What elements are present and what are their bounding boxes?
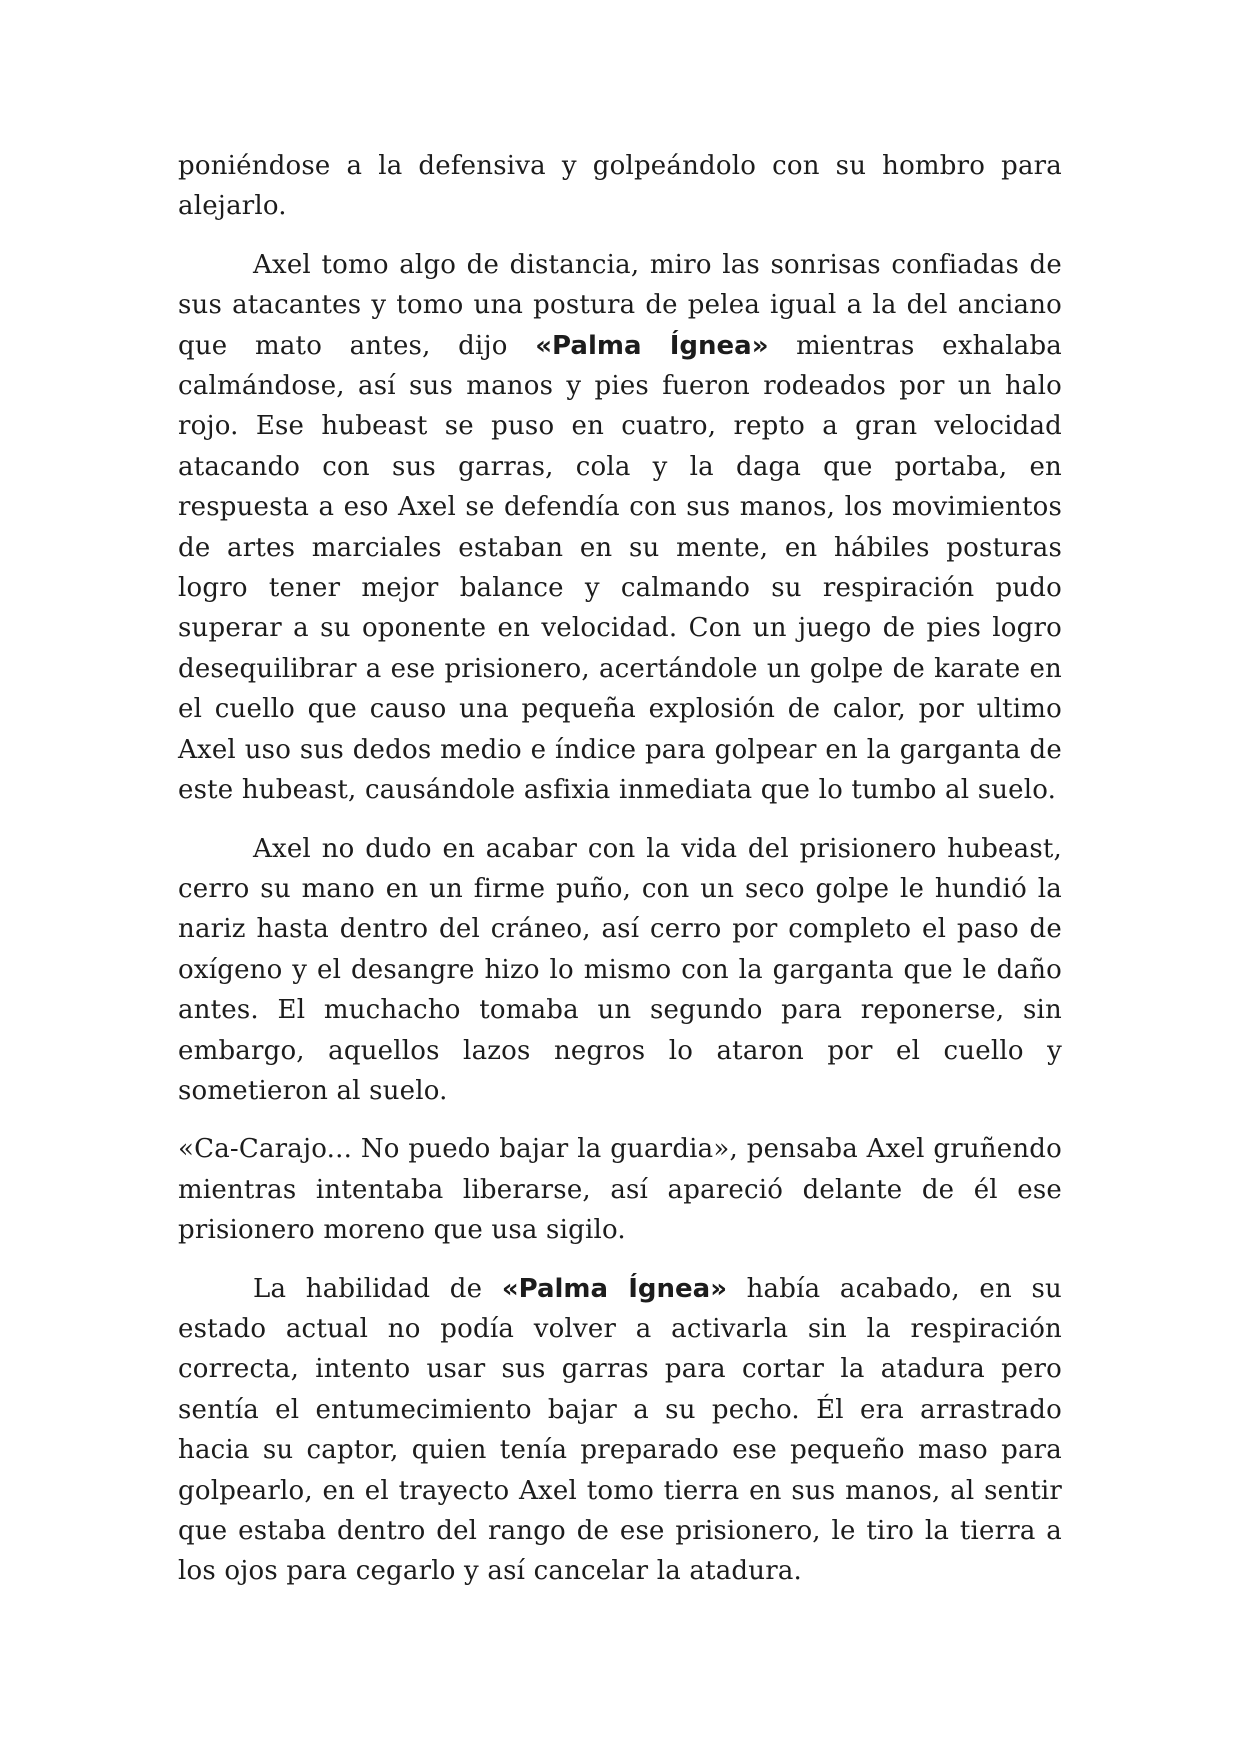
paragraph-2-text-a: Axel tomo algo de distancia, miro las sonrisas confiadas de sus atacantes y tomo una postura de pelea igual a la del anciano que mato antes, dijo — [178, 249, 1062, 361]
paragraph-1-text: poniéndose a la defensiva y golpeándolo con su hombro para alejarlo. — [178, 151, 1062, 222]
skill-name-palma-ignea: «Palma Ígnea» — [535, 330, 769, 361]
paragraph-5 — [178, 1269, 1062, 1592]
paragraph-3 — [178, 829, 1062, 1112]
paragraph-2-text-b: mientras exhalaba calmándose, así sus manos y pies fueron rodeados por un halo rojo. Ese hubeast se puso en cuatro, repto a gran velocidad atacando con sus garras, cola y la daga que portaba, en respuesta a eso Axel se defendía con sus manos, los movimientos de artes marciales estaban en su mente, en hábiles posturas logro tener mejor balance y calmando su respiración pudo superar a su oponente en velocidad. Con un juego de pies logro desequilibrar a ese prisionero, acertándole un golpe de karate en el cuello que causo una pequeña explosión de calor, por ultimo Axel uso sus dedos medio e índice para golpear en la garganta de este hubeast, causándole asfixia inmediata que lo tumbo al suelo. — [178, 330, 1062, 806]
paragraph-3-text: Axel no dudo en acabar con la vida del prisionero hubeast, cerro su mano en un firme puño, con un seco golpe le hundió la nariz hasta dentro del cráneo, así cerro por completo el paso de oxígeno y el desangre hizo lo mismo con la garganta que le daño antes. El muchacho tomaba un segundo para reponerse, sin embargo, aquellos lazos negros lo ataron por el cuello y sometieron al suelo. — [178, 833, 1062, 1106]
paragraph-4-thought — [178, 1129, 1062, 1250]
body-text — [178, 146, 1062, 1610]
paragraph-4-text: «Ca-Carajo... No puedo bajar la guardia», pensaba Axel gruñendo mientras intentaba liberarse, así apareció delante de él ese prisionero moreno que usa sigilo. — [178, 1134, 1062, 1246]
skill-name-palma-ignea: «Palma Ígnea» — [501, 1273, 728, 1304]
paragraph-2 — [178, 245, 1062, 811]
paragraph-5-text-a: La habilidad de — [253, 1273, 502, 1304]
paragraph-5-text-b: había acabado, en su estado actual no podía volver a activarla sin la respiración correcta, intento usar sus garras para cortar la atadura pero sentía el entumecimiento bajar a su pecho. Él era arrastrado hacia su captor, quien tenía preparado ese pequeño maso para golpearlo, en el trayecto Axel tomo tierra en sus manos, al sentir que estaba dentro del rango de ese prisionero, le tiro la tierra a los ojos para cegarlo y así cancelar la atadura. — [178, 1273, 1062, 1587]
paragraph-1 — [178, 146, 1062, 227]
